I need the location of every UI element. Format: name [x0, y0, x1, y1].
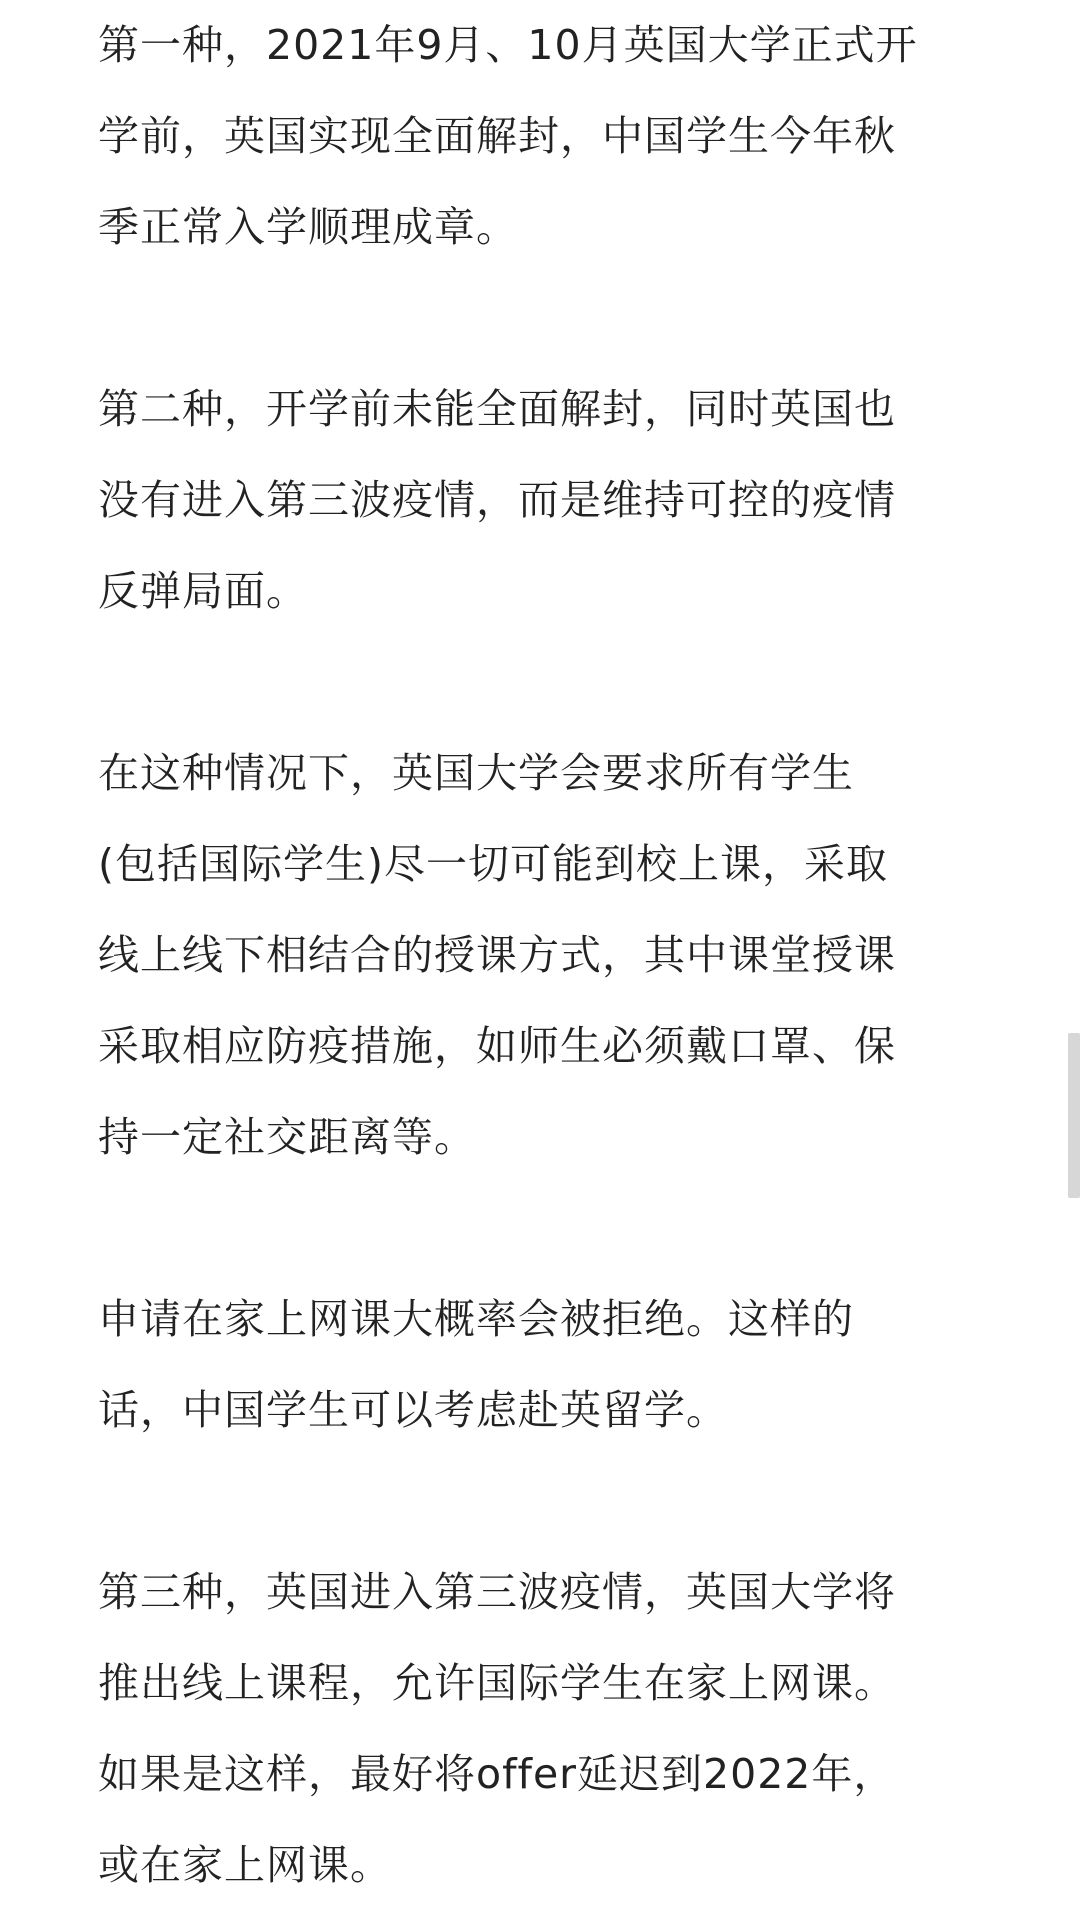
paragraph-gap	[98, 637, 986, 728]
text-line: 或在家上网课。	[98, 1841, 392, 1889]
text-line: 在这种情况下，英国大学会要求所有学生	[98, 749, 854, 797]
text-line: 线上线下相结合的授课方式，其中课堂授课	[98, 931, 896, 979]
text-line: 没有进入第三波疫情，而是维持可控的疫情	[98, 476, 896, 524]
text-line: 持一定社交距离等。	[98, 1113, 476, 1161]
text-line: 采取相应防疫措施，如师生必须戴口罩、保	[98, 1022, 896, 1070]
text-line: 推出线上课程，允许国际学生在家上网课。	[98, 1659, 896, 1707]
text-line: 第二种，开学前未能全面解封，同时英国也	[98, 385, 896, 433]
text-line: 如果是这样，最好将offer延迟到2022年，	[98, 1750, 896, 1798]
paragraph-gap	[98, 273, 986, 364]
text-line: (包括国际学生)尽一切可能到校上课，采取	[98, 840, 888, 888]
text-line: 季正常入学顺理成章。	[98, 203, 518, 251]
text-line: 话，中国学生可以考虑赴英留学。	[98, 1386, 728, 1434]
text-line: 学前，英国实现全面解封，中国学生今年秋	[98, 112, 896, 160]
article-body	[98, 0, 986, 1911]
text-line: 反弹局面。	[98, 567, 308, 615]
text-line: 第一种，2021年9月、10月英国大学正式开	[98, 21, 918, 69]
text-line: 申请在家上网课大概率会被拒绝。这样的	[98, 1295, 854, 1343]
paragraph-scenario-two-advice	[98, 1274, 986, 1456]
paragraph-scenario-three	[98, 1547, 986, 1911]
text-line: 第三种，英国进入第三波疫情，英国大学将	[98, 1568, 896, 1616]
paragraph-gap	[98, 1456, 986, 1547]
paragraph-gap	[98, 1183, 986, 1274]
paragraph-scenario-one	[98, 0, 986, 273]
paragraph-scenario-two-detail	[98, 728, 986, 1183]
paragraph-scenario-two	[98, 364, 986, 637]
scrollbar-thumb[interactable]	[1068, 1033, 1080, 1198]
